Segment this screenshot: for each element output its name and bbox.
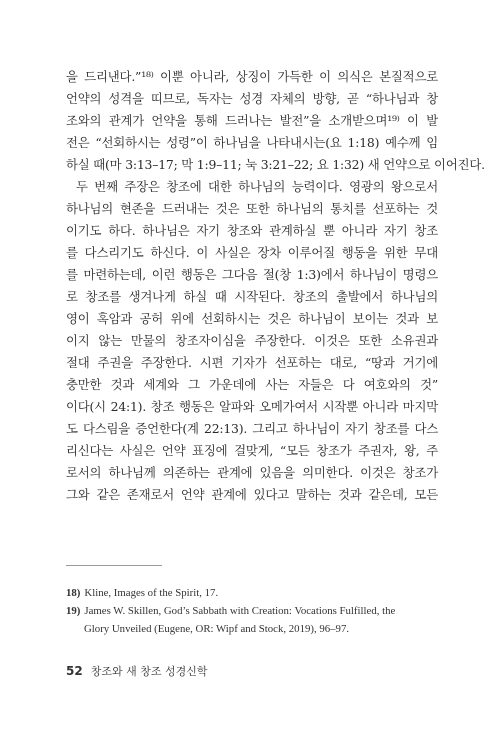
text-line: 이기도 하다. 하나님은 자기 창조와 관계하실 뿐 아니라 자기 창조 [66,223,438,238]
footnote-19-continued [66,620,438,638]
text-line: 를 다스리기도 하신다. 이 사실은 장차 이루어질 행동을 위한 무대 [66,245,438,260]
text-line: 로서의 하나님께 의존하는 관계에 있음을 의미한다. 이것은 창조가 [66,465,438,480]
text-line: 를 마련하는데, 이런 행동은 그다음 절(창 1:3)에서 하나님이 명령으 [66,267,438,282]
text-line: 도 다스림을 증언한다(계 22:13). 그리고 하나님이 자기 창조를 다스 [66,421,438,436]
page-number: 52 [66,664,83,678]
text-line: 로 창조를 생겨나게 하실 때 시작된다. 창조의 출발에서 하나님의 [66,289,438,304]
text-line: 하실 때(마 3:13–17; 막 1:9–11; 눅 3:21–22; 요 1:32) 새 언약으로 이어진다. [66,157,485,172]
text-line: 을 드리낸다.”¹⁸⁾ 이뿐 아니라, 상징이 가득한 이 의식은 본질적으로 [66,69,438,84]
footnote-number: 19) [66,605,81,617]
text-line: 리신다는 사실은 언약 표징에 걸맞게, “모든 창조가 주권자, 왕, 주 [66,443,438,458]
text-line: 충만한 것과 세계와 그 가운데에 사는 자들은 다 여호와의 것” [66,377,438,392]
footnote-text: James W. Skillen, God’s Sabbath with Creation: Vocations Fulfilled, the [84,605,396,617]
text-line: 이지 않는 만물의 창조자이심을 주장한다. 이것은 또한 소유권과 [66,333,438,348]
footnote-divider [66,565,162,566]
footnote-18 [66,584,438,602]
text-line: 절대 주권을 주장한다. 시편 기자가 선포하는 대로, “땅과 거기에 [66,355,438,370]
text-line: 하나님의 현존을 드러내는 것은 또한 하나님의 통치를 선포하는 것 [66,201,438,216]
text-line: 두 번째 주장은 창조에 대한 하나님의 능력이다. 영광의 왕으로서 [76,179,438,194]
running-title: 창조와 새 창조 성경신학 [90,665,208,678]
text-line: 그와 같은 존재로서 언약 관계에 있다고 말하는 것과 같은데, 모든 [66,487,438,502]
footnote-19 [66,602,438,620]
text-line: 조와의 관계가 언약을 통해 드러나는 발전”을 소개받으며¹⁹⁾ 이 발 [66,113,438,128]
text-line: 이다(시 24:1). 창조 행동은 알파와 오메가여서 시작뿐 아니라 마지막 [66,399,438,414]
page-footer [66,663,207,679]
text-line: 전은 “선회하시는 성령”이 하나님을 나타내시는(요 1:18) 예수께 임 [66,135,438,150]
text-line: 영이 혹암과 공허 위에 선회하시는 것은 하나님이 보이는 것과 보 [66,311,438,326]
body-text [66,66,485,506]
footnote-text: Kline, Images of the Spirit, 17. [84,587,219,599]
text-line: 언약의 성격을 띠므로, 독자는 성경 자체의 방향, 곧 “하나님과 창 [66,91,438,106]
footnote-number: 18) [66,587,81,599]
footnote-text: Glory Unveiled (Eugene, OR: Wipf and Stock, 2019), 96–97. [84,623,350,635]
footnotes [66,584,438,638]
